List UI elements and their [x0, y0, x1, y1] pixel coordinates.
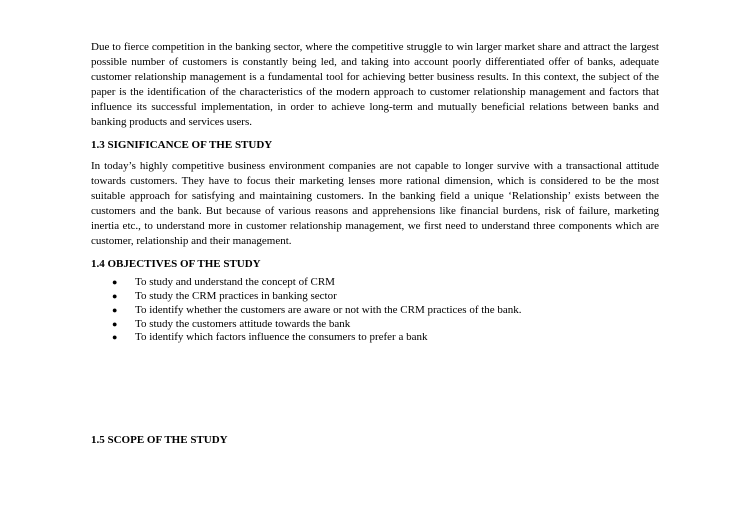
objective-text: To identify which factors influence the consumers to prefer a bank	[135, 331, 428, 344]
list-item	[91, 276, 659, 290]
bullet-icon: ●	[112, 332, 118, 343]
significance-paragraph: In today’s highly competitive business environment companies are not capable to longer survive with a transactional attitude towards customers. They have to focus their marketing lenses more rational dimension, which is considered to be the most suitable approach for satisfying and maintaining customers. In the banking field a unique ‘Relationship’ exists between the customers and the bank. But because of various reasons and apprehensions like financial burdens, risk of failure, marketing inertia etc., to understand more in customer relationship management, we first need to understand three components which are customer, relationship and their management.	[91, 159, 659, 248]
bullet-icon: ●	[112, 277, 118, 288]
objective-text: To study the customers attitude towards the bank	[135, 317, 351, 330]
list-item	[91, 304, 659, 318]
objective-text: To identify whether the customers are aware or not with the CRM practices of the bank.	[135, 303, 522, 316]
list-item	[91, 318, 659, 332]
list-item	[91, 331, 659, 345]
objective-text: To study the CRM practices in banking sector	[135, 289, 337, 302]
section-heading-objectives: 1.4 OBJECTIVES OF THE STUDY	[91, 258, 261, 271]
section-heading-scope: 1.5 SCOPE OF THE STUDY	[91, 434, 228, 446]
bullet-icon: ●	[112, 304, 118, 315]
objective-text: To study and understand the concept of CRM	[135, 276, 335, 289]
document-page	[91, 40, 659, 345]
bullet-icon: ●	[112, 318, 118, 329]
bullet-icon: ●	[112, 290, 118, 301]
objectives-list	[91, 276, 659, 345]
intro-paragraph: Due to fierce competition in the banking sector, where the competitive struggle to win larger market share and attract the largest possible number of customers is constantly being led, and taking into account poorly differentiated offer of banks, adequate customer relationship management is a fundamental tool for achieving better business results. In this context, the subject of the paper is the identification of the characteristics of the modern approach to customer relationship management and factors that influence its successful implementation, in order to achieve long-term and mutually beneficial relations between banks and banking products and services users.	[91, 41, 659, 129]
section-heading-significance: 1.3 SIGNIFICANCE OF THE STUDY	[91, 138, 273, 151]
list-item	[91, 290, 659, 304]
